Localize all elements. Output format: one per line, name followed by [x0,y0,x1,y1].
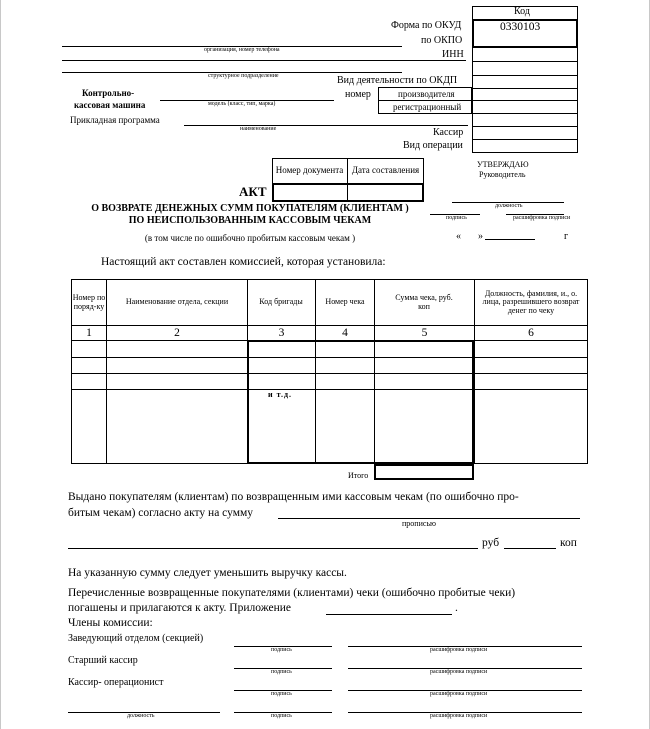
member-3-signature-caption: подпись [271,691,292,697]
kkm-label-1: Контрольно- [82,88,135,98]
member-2-signature-caption: подпись [271,669,292,675]
member-4-position-caption: должность [127,713,155,719]
okud-value[interactable]: 0330103 [500,21,541,33]
attached-line-2: погашены и прилагаются к акту. Приложение [68,602,292,614]
code-divider [472,139,578,140]
member-senior-cashier: Старший кассир [68,655,138,666]
year-suffix: г [564,231,569,242]
app-line[interactable] [184,125,468,126]
table-etc: и т.д. [268,390,292,399]
code-divider [472,100,578,101]
table-thick-frame [247,340,474,464]
code-divider [472,126,578,127]
head-label: Руководитель [479,170,526,179]
col-number-2: 2 [174,326,180,339]
title-line-3: (в том числе по ошибочно пробитым кассовым чекам ) [144,233,356,243]
kkm-label-2: кассовая машина [74,100,146,110]
okpo-label: по ОКПО [421,35,463,46]
approval-position-caption: должность [495,203,523,209]
issued-line-1: Выдано покупателям (клиентам) по возвращенным ими кассовым чекам (по ошибочно про- [68,491,519,503]
col-number-3: 3 [278,326,285,339]
words-caption: прописью [402,519,437,528]
org-line-2[interactable] [62,60,466,61]
th-department: Наименование отдела, секции [125,297,229,307]
th-number: Номер по поряд-ку [72,293,106,311]
member-4-signature-caption: подпись [271,713,292,719]
model-caption: модель (класс, тип, марка) [208,101,276,107]
col-number-1: 1 [86,326,92,339]
kop-line[interactable] [504,548,556,549]
th-check-sum: Сумма чека, руб. коп [395,293,453,311]
dept-caption: структурное подразделение [208,73,279,79]
act-title: АКТ [239,184,267,199]
code-divider [472,113,578,114]
doc-date-header: Дата составления [351,164,420,175]
member-1-decoding-caption: расшифровка подписи [430,647,488,653]
operation-label: Вид операции [403,140,463,151]
number-divider [378,100,472,101]
th-person: Должность, фамилия, и., о. лица, разрешившего возврат денег по чеку [482,288,580,315]
title-line-1: О ВОЗВРАТЕ ДЕНЕЖНЫХ СУММ ПОКУПАТЕЛЯМ (КЛИЕНТАМ ) [91,203,409,214]
manufacturer-label: производителя [398,89,455,99]
cashier-label: Кассир [433,127,464,138]
sum-words-line-2[interactable] [68,548,478,549]
commission-title: Члены комиссии: [68,617,153,629]
attached-dot: . [455,602,458,614]
doc-values-box[interactable] [272,183,424,202]
code-divider [472,75,578,76]
approval-signature-caption: подпись [446,215,467,221]
member-4-decoding-caption: расшифровка подписи [430,713,488,719]
title-line-2: ПО НЕИСПОЛЬЗОВАННЫМ КАССОВЫМ ЧЕКАМ [128,215,372,226]
col-number-5: 5 [421,326,428,339]
okud-label: Форма по ОКУД [391,20,462,31]
member-2-decoding-caption: расшифровка подписи [430,669,488,675]
app-label: Прикладная программа [70,115,160,125]
issued-line-2: битым чекам) согласно акту на сумму [68,507,254,519]
member-1-signature-caption: подпись [271,647,292,653]
col-number-4: 4 [342,326,348,339]
appendix-line[interactable] [326,614,452,615]
inn-label: ИНН [442,49,464,60]
approval-decoding-caption: расшифровка подписи [513,215,571,221]
registration-label: регистрационный [393,102,462,112]
doc-number-header: Номер документа [275,164,344,175]
quote-open: « [456,231,461,242]
kop-label: коп [560,537,577,549]
code-divider [472,61,578,62]
intro-text: Настоящий акт составлен комиссией, которая установила: [101,256,386,268]
total-label: Итого [348,471,369,480]
member-3-decoding-caption: расшифровка подписи [430,691,488,697]
page-border-left [0,0,1,729]
th-check-number: Номер чека [325,297,365,307]
member-cashier-operator: Кассир- операционист [68,677,164,688]
okdp-label: Вид деятельности по ОКДП [337,75,458,86]
approval-date-line[interactable] [485,239,535,240]
code-divider [472,88,578,89]
total-box[interactable] [374,464,474,480]
approve-label: УТВЕРЖДАЮ [477,160,529,169]
org-caption: организация, номер телефона [204,47,280,53]
app-caption: наименование [240,126,277,132]
number-label: номер [345,89,371,100]
member-head-dept: Заведующий отделом (секцией) [68,633,204,644]
code-label: Код [514,6,530,17]
reduce-text: На указанную сумму следует уменьшить выручку кассы. [68,567,347,579]
table-col-divider [474,279,475,464]
col-number-6: 6 [528,326,534,339]
attached-line-1: Перечисленные возвращенные покупателями (клиентами) чеки (ошибочно пробитые чеки) [68,587,516,599]
quote-close: » [478,231,483,242]
th-brigade: Код бригады [259,297,303,307]
rub-label: руб [482,537,500,549]
